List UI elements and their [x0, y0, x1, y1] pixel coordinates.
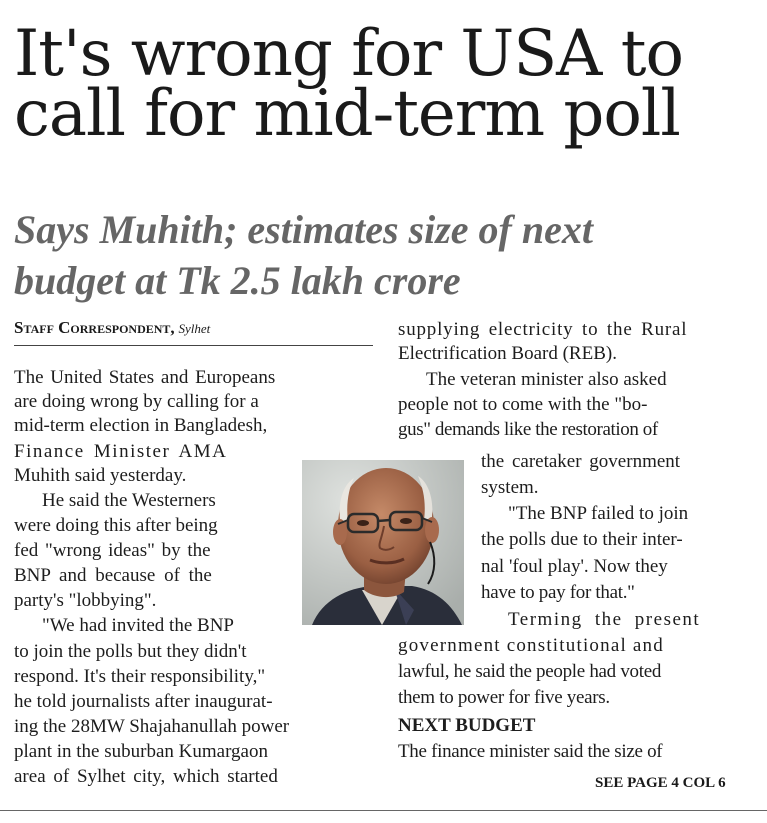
left-column-line: area of Sylhet city, which started [14, 766, 278, 787]
subheadline-line-1: Says Muhith; estimates size of next [14, 207, 593, 252]
right-column-line: them to power for five years. [398, 687, 610, 708]
right-column-line: "The BNP failed to join [508, 503, 689, 524]
right-column-line: gus" demands like the restoration of [398, 419, 658, 440]
left-column-line: The United States and Europeans [14, 367, 276, 388]
left-column-line: Muhith said yesterday. [14, 465, 187, 486]
right-column-line: The finance minister said the size of [398, 741, 663, 762]
byline-rule [14, 345, 373, 346]
left-column-line: party's "lobbying". [14, 590, 157, 611]
section-heading-next-budget: NEXT BUDGET [398, 715, 536, 736]
right-column-line: supplying electricity to the Rural [398, 319, 688, 340]
left-column-line: to join the polls but they didn't [14, 641, 247, 662]
right-column-line: have to pay for that." [481, 582, 635, 603]
right-column-line: government constitutional and [398, 635, 664, 656]
subheadline [14, 204, 764, 306]
left-column-line: fed "wrong ideas" by the [14, 540, 211, 561]
right-column-line: system. [481, 477, 539, 498]
headline-line-2: call for mid-term poll [14, 77, 680, 151]
left-column-line: "We had invited the BNP [42, 615, 234, 636]
portrait-of-ama-muhith-icon [302, 460, 464, 625]
bottom-rule [0, 810, 767, 811]
byline-place: Sylhet [178, 321, 211, 336]
headline-line-1: It's wrong for USA to [14, 17, 683, 91]
right-column-line: nal 'foul play'. Now they [481, 556, 668, 577]
right-column-line: Electrification Board (REB). [398, 343, 617, 364]
byline [14, 318, 210, 338]
left-column-line: ing the 28MW Shajahanullah power [14, 716, 290, 737]
right-column-line: lawful, he said the people had voted [398, 661, 662, 682]
right-column-line: the caretaker government [481, 451, 681, 472]
right-column-line: the polls due to their inter- [481, 529, 683, 550]
headline [14, 17, 764, 151]
right-column-line: people not to come with the "bo- [398, 394, 648, 415]
left-column-line: are doing wrong by calling for a [14, 391, 259, 412]
left-column-line: BNP and because of the [14, 565, 212, 586]
left-column-line: were doing this after being [14, 515, 218, 536]
left-column-line: respond. It's their responsibility," [14, 666, 266, 687]
subheadline-line-2: budget at Tk 2.5 lakh crore [14, 258, 461, 303]
byline-author: Staff Correspondent, [14, 318, 175, 337]
continuation-link[interactable]: SEE PAGE 4 COL 6 [595, 775, 726, 791]
right-column-line: Terming the present [508, 609, 701, 630]
left-column-line: plant in the suburban Kumargaon [14, 741, 268, 762]
left-column-line: mid-term election in Bangladesh, [14, 415, 268, 436]
portrait-photo [302, 460, 464, 625]
left-column-line: he told journalists after inaugurat- [14, 691, 273, 712]
left-column-line: He said the Westerners [42, 490, 216, 511]
left-column-line: Finance Minister AMA [14, 441, 228, 462]
right-column-line: The veteran minister also asked [426, 369, 667, 390]
